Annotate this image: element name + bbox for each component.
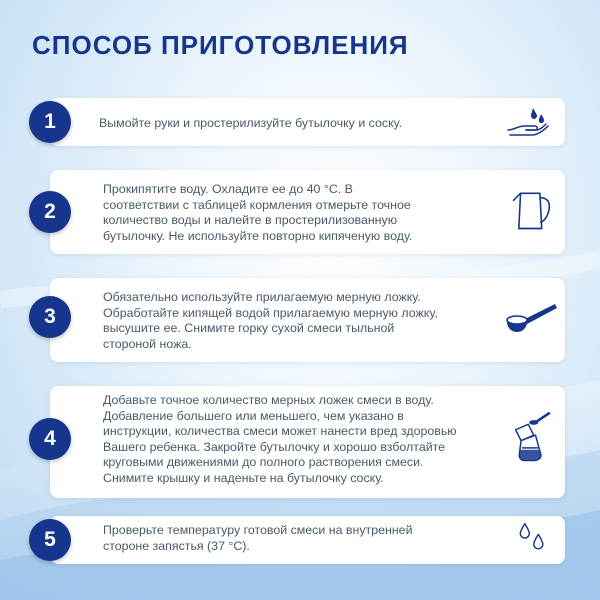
step-text-line: Проверьте температуру готовой смеси на внутренней [103,523,413,537]
measuring-spoon-icon [501,298,559,338]
bottle-spoon-icon [508,408,554,466]
step-number-badge: 1 [29,101,71,143]
step-text [103,523,413,554]
step-text-line: высушите ее. Снимите горку сухой смеси тыльной [103,321,395,335]
step-text-line: круговыми движениями до полного растворения смеси. [103,455,424,469]
step-text-line: Снимите крышку и наденьте на бутылочку соску. [103,470,384,485]
step-text [99,116,402,132]
step-text [103,290,438,352]
step-text-line: количество воды и налейте в простерилизованную [103,213,398,227]
step-text-line: соответствии с таблицей кормления отмерьте точное [103,197,411,212]
step-text [103,393,457,486]
step-text-line: Обязательно используйте прилагаемую мерную ложку. [103,290,421,304]
step-text-line: стороной ножа. [103,336,192,351]
kettle-icon [510,186,554,234]
step-text-line: Добавьте точное количество мерных ложек смеси в воду. [103,393,434,407]
step-text-line: Обработайте кипящей водой прилагаемую мерную ложку, [103,305,438,320]
page-title: СПОСОБ ПРИГОТОВЛЕНИЯ [32,30,409,60]
water-drops-icon [514,518,550,558]
step-text-line: Добавление большего или меньшего, чем указано в [103,408,404,423]
step-text-line: инструкции, количества смеси может нанести вред здоровью [103,424,457,438]
step-number-badge: 5 [29,519,71,561]
step-text-line: Прокипятите воду. Охладите ее до 40 °С. В [103,182,353,196]
step-number-badge: 4 [29,418,71,460]
hand-water-drops-icon [502,102,552,142]
step-text [103,182,412,244]
step-number-badge: 3 [29,296,71,338]
step-text-line: стороне запястья (37 °С). [103,538,250,553]
step-text-line: Вымойте руки и простерилизуйте бутылочку и соску. [99,116,403,130]
step-text-line: Вашего ребенка. Закройте бутылочку и хорошо взболтайте [103,439,446,454]
step-number-badge: 2 [29,191,71,233]
step-text-line: бутылочку. Не используйте повторно кипяченую воду. [103,228,413,243]
